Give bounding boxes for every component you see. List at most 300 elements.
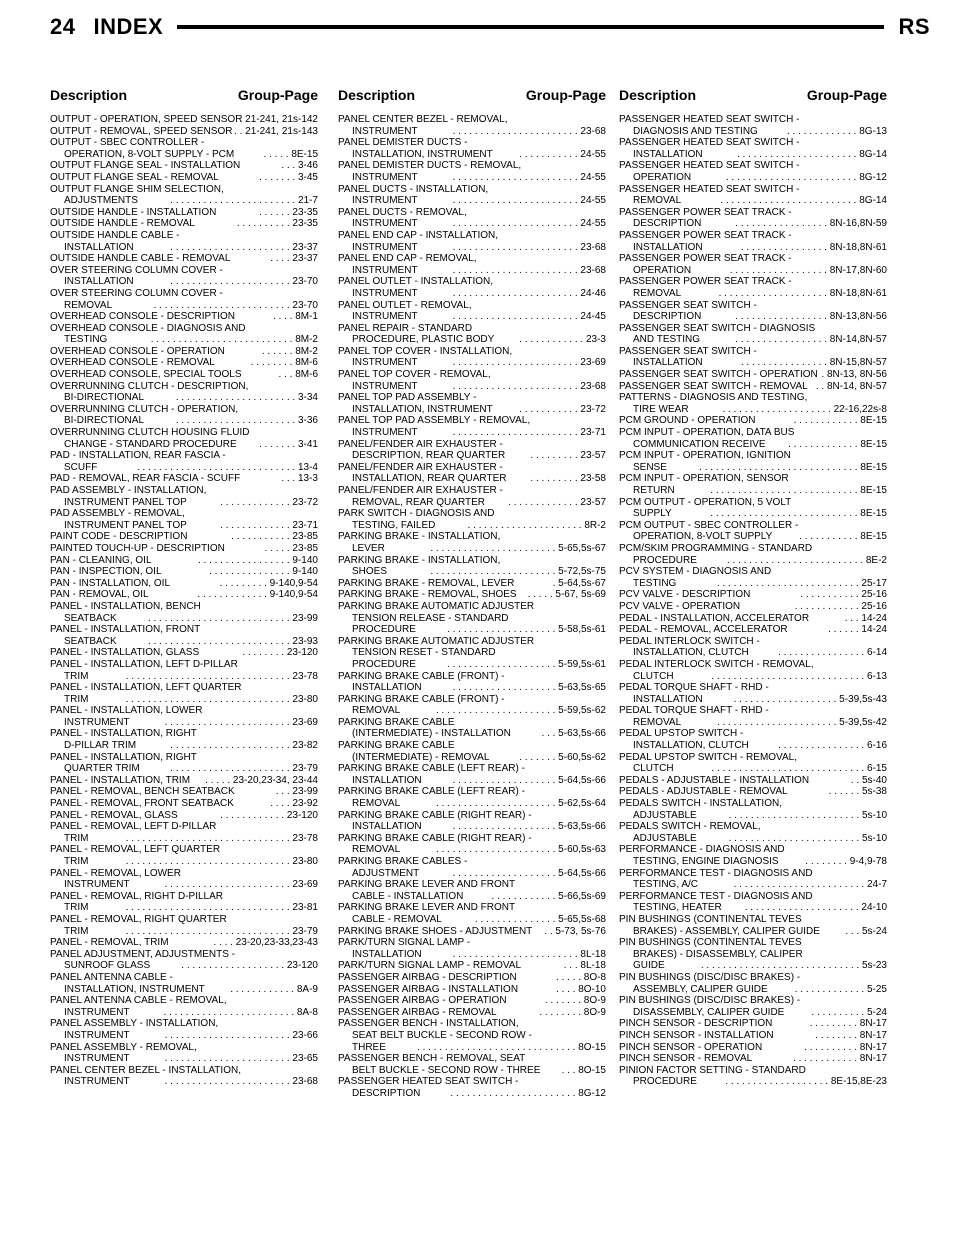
entry-line-1: OUTSIDE HANDLE - REMOVAL [50, 218, 195, 230]
column-header [50, 82, 318, 108]
index-entry [619, 705, 887, 728]
entry-line-2: SHOES [352, 566, 388, 578]
entry-line-1: PAINT CODE - DESCRIPTION [50, 531, 188, 543]
index-entry [619, 589, 887, 601]
index-entry [50, 937, 318, 949]
entry-line-1: PINION FACTOR SETTING - STANDARD [619, 1064, 806, 1076]
entry-line-2: TRIM [64, 856, 89, 867]
entry-line-2: PROCEDURE [352, 624, 416, 636]
entry-group-page: . . . . . . . . . . . . . . . . . . . . . . . 23-66 [164, 1029, 318, 1041]
entry-line-2: INSTRUMENT [352, 427, 418, 439]
entry-line-1: PAN - INSPECTION, OIL [50, 566, 162, 578]
index-entry [338, 1018, 606, 1041]
entry-line-2: INSTRUMENT [352, 311, 418, 323]
entry-line-1: PIN BUSHINGS (CONTINENTAL TEVES [619, 937, 802, 949]
entry-line-1: PANEL END CAP - INSTALLATION, [338, 229, 499, 241]
entry-line-1: PINCH SENSOR - INSTALLATION [619, 1029, 774, 1041]
index-entry [50, 578, 318, 590]
entry-line-1: PANEL - INSTALLATION, FRONT [50, 624, 201, 636]
entry-line-2: INSTRUMENT [64, 879, 130, 891]
entry-line-1: PANEL - REMOVAL, LEFT QUARTER [50, 844, 221, 856]
entry-group-page: . . . . . . . . . . . . . . . . . . . . . . . 8L-18 [452, 948, 606, 960]
index-entry [50, 253, 318, 265]
index-entry [50, 288, 318, 311]
index-entry [619, 450, 887, 473]
entry-line-2: REMOVAL [352, 844, 401, 856]
entry-line-2: DESCRIPTION [352, 1087, 421, 1099]
entry-line-1: OUTSIDE HANDLE CABLE - REMOVAL [50, 253, 231, 265]
entry-group-page: . . . . . . . . . . . . 5-66,5s-69 [491, 890, 606, 902]
entry-line-1: PEDAL UPSTOP SWITCH - [619, 728, 744, 740]
entry-group-page: . . . . . . . . . . . . . . . . . . . . . . . . . 8G-14 [720, 195, 887, 207]
entry-line-1: PCM OUTPUT - SBEC CONTROLLER - [619, 519, 799, 531]
index-entry [338, 810, 606, 833]
index-entry [338, 659, 606, 671]
entry-group-page: . . . . 23-37 [270, 253, 318, 265]
entry-line-1: PANEL - REMOVAL, RIGHT QUARTER [50, 913, 227, 925]
entry-line-1: PANEL - INSTALLATION, TRIM [50, 774, 191, 786]
entry-group-page: . . . . . . . . . . . . . . . . . . . . . . . . . . . . . 13-4 [136, 461, 318, 473]
index-entry [338, 184, 606, 207]
entry-line-2: OPERATION [633, 171, 692, 183]
index-entry [50, 601, 318, 624]
entry-group-page: . . . . . . . . . . . . . . . . . . . . . . . . 5s-10 [728, 809, 887, 821]
index-entry [619, 300, 887, 323]
index-entry [338, 462, 606, 485]
entry-group-page: . . . . . . . . . . . 8E-15 [799, 531, 887, 543]
entry-group-page: . . . 5s-24 [845, 925, 887, 937]
entry-group-page: . . . . . 23-20,23-34, 23-44 [205, 774, 318, 786]
entry-line-1: OVERHEAD CONSOLE - DESCRIPTION [50, 311, 236, 323]
entry-line-1: OUTPUT - OPERATION, SPEED SENSOR [50, 114, 243, 125]
index-entry [338, 636, 606, 659]
index-entry [50, 311, 318, 323]
index-entry [338, 392, 606, 415]
entry-line-2: CABLE - REMOVAL [352, 913, 442, 925]
index-entry [619, 752, 887, 775]
entry-group-page: . . . . . . . . . . . . . . . . . . . . . . . 23-69 [164, 879, 318, 891]
entry-line-1: PASSENGER AIRBAG - INSTALLATION [338, 983, 519, 995]
entry-group-page: . . . 13-3 [281, 473, 318, 485]
entry-group-page: . . . . 8O-10 [555, 983, 606, 995]
entry-line-1: PANEL/FENDER AIR EXHAUSTER - [338, 461, 503, 473]
entry-line-1: PASSENGER HEATED SEAT SWITCH - [619, 137, 800, 149]
entry-line-1: OUTPUT - SBEC CONTROLLER - [50, 137, 205, 149]
index-entry [619, 1042, 887, 1054]
index-entry [50, 265, 318, 288]
index-entry [50, 728, 318, 751]
entry-line-1: PARK/TURN SIGNAL LAMP - REMOVAL [338, 960, 522, 972]
entry-line-1: PIN BUSHINGS (CONTINENTAL TEVES [619, 913, 802, 925]
entry-line-1: PCM INPUT - OPERATION, SENSOR [619, 473, 789, 485]
entry-group-page: . . . . . . . . 8M-6 [250, 357, 318, 369]
index-entry [619, 624, 887, 636]
description-header: Description [619, 87, 697, 103]
index-entry [50, 891, 318, 914]
entry-group-page: . . . . . . . . . . . . . . . . . 9-140 [197, 554, 318, 566]
entry-line-2: QUARTER TRIM [64, 763, 140, 775]
entry-group-page: . . . . . . . . . . . . . . . . . . . 5-64,5s-66 [452, 867, 606, 879]
entry-group-page: . . . . . . . . . . . . . . . . . . . . 8N-18,8N-61 [718, 287, 887, 299]
index-entry [619, 415, 887, 427]
entry-line-2: INSTALLATION [633, 357, 703, 369]
entry-group-page: . . . . . . . . . . . . . . . . . . . . . . . 23-65 [164, 1053, 318, 1065]
entry-line-2: TRIM [64, 832, 89, 844]
entry-line-2: INSTALLATION [64, 276, 134, 288]
entry-line-1: PASSENGER SEAT SWITCH - OPERATION [619, 369, 818, 381]
entry-group-page: . . . . . . . . . . . . . . . . . . . 5-63,5s-66 [452, 821, 606, 833]
entry-line-2: SUNROOF GLASS [64, 960, 151, 972]
index-entry [50, 566, 318, 578]
entry-line-1: OVERRUNNING CLUTCH HOUSING FLUID [50, 427, 250, 439]
entry-line-2: BI-DIRECTIONAL [64, 392, 145, 404]
entry-line-1: PANEL DEMISTER DUCTS - [338, 137, 468, 149]
column-header [619, 82, 887, 108]
entry-group-page: . . . . . . . . . . . . . . . . . . . . . . . 8G-12 [450, 1087, 606, 1099]
entry-line-2: INSTRUMENT [352, 380, 418, 392]
entry-line-1: PINCH SENSOR - OPERATION [619, 1041, 763, 1053]
entry-group-page: . . . . . . . . . . . . 8A-9 [230, 983, 318, 995]
index-entry [50, 346, 318, 358]
entry-group-page: . 5-64,5s-67 [552, 577, 606, 589]
entry-line-1: PARKING BRAKE CABLE (LEFT REAR) - [338, 786, 525, 798]
index-entry [338, 926, 606, 938]
entry-line-1: PANEL - INSTALLATION, LOWER [50, 705, 203, 717]
entry-line-1: PCM INPUT - OPERATION, IGNITION [619, 450, 791, 462]
entry-line-2: INSTRUMENT PANEL TOP [64, 519, 187, 531]
index-entry [619, 323, 887, 346]
entry-line-1: PIN BUSHINGS (DISC/DISC BRAKES) - [619, 971, 801, 983]
index-entry [338, 578, 606, 590]
header-rule [177, 25, 884, 29]
index-entry [50, 404, 318, 427]
entry-group-page: . . . . . . . . . . 5-24 [811, 1006, 887, 1018]
entry-line-2: CHANGE - STANDARD PROCEDURE [64, 438, 237, 450]
entry-line-2: TESTING, HEATER [633, 902, 722, 914]
index-entry [338, 160, 606, 183]
index-entry [50, 427, 318, 450]
entry-group-page: . . . . . . . . . . . . . . . . . . . . . . . . . . . 8E-15 [710, 508, 887, 520]
entry-line-1: PANEL - REMOVAL, LEFT D-PILLAR [50, 821, 217, 833]
entry-line-2: PROCEDURE, PLASTIC BODY [352, 334, 495, 346]
index-entry [50, 160, 318, 172]
entry-group-page: . . . . . . . . . . . . . 23-71 [220, 519, 318, 531]
index-entry [50, 868, 318, 891]
index-entry [50, 1042, 318, 1065]
entry-group-page: . . 5s-40 [850, 774, 887, 786]
index-entry [619, 427, 887, 450]
entry-line-1: PINCH SENSOR - DESCRIPTION [619, 1018, 773, 1030]
entry-group-page: . . . . . . . . . . . . . . . . 8N-18,8N-61 [740, 241, 887, 253]
entry-line-2: INSTRUMENT [352, 357, 418, 369]
index-entry [619, 1030, 887, 1042]
entry-line-1: OUTPUT FLANGE SEAL - INSTALLATION [50, 160, 241, 172]
entry-line-2: ADJUSTMENTS [64, 195, 138, 207]
index-entry [619, 728, 887, 751]
entry-group-page: . . . . 23-20,23-33,23-43 [213, 937, 318, 949]
entry-group-page: . . . . . . . . 23-120 [242, 647, 318, 659]
entry-line-1: PEDAL - REMOVAL, ACCELERATOR [619, 624, 788, 636]
index-entry [338, 960, 606, 972]
entry-line-2: SENSE [633, 461, 667, 473]
entry-group-page: . . . . . . . . . . . . . . . . . . . . . . . . . . . . . 8O-15 [417, 1041, 606, 1053]
entry-group-page: . . . . . . . 3-41 [259, 438, 318, 450]
index-entry [619, 972, 887, 995]
entry-description [338, 1018, 606, 1041]
index-entry [338, 717, 606, 740]
entry-line-1: PCM OUTPUT - OPERATION, 5 VOLT [619, 496, 792, 508]
index-entry [619, 891, 887, 914]
entry-group-page: . . . . . . . . . . . . . . . . 8N-15,8N-57 [740, 357, 887, 369]
entry-line-1: PANEL - REMOVAL, LOWER [50, 867, 181, 879]
entry-line-2: TESTING [64, 334, 108, 346]
entry-line-1: PARKING BRAKE - INSTALLATION, [338, 531, 501, 543]
index-entry [50, 786, 318, 798]
index-column-1 [50, 82, 318, 1088]
entry-group-page: . . . . . . 23-35 [259, 206, 318, 218]
entry-group-page: . . . . . . . . . . . . . . . . . . . . . . . . . . . . . . 23-78 [125, 832, 318, 844]
entry-line-2: CABLE - INSTALLATION [352, 890, 464, 902]
entry-group-page: . . . . . 5-67, 5s-69 [527, 589, 606, 601]
entry-line-1: PASSENGER POWER SEAT TRACK - [619, 276, 792, 288]
entry-description [338, 601, 606, 624]
entry-group-page: . . . . . . . . . . 23-35 [236, 218, 318, 230]
entry-group-page: . . . 3-46 [281, 160, 318, 172]
entry-line-2: TRIM [64, 902, 89, 914]
entry-line-1: PASSENGER HEATED SEAT SWITCH - [338, 1076, 519, 1088]
entry-line-1: OUTSIDE HANDLE CABLE - [50, 229, 180, 241]
entry-group-page: . . . . . . . . 8N-17 [815, 1029, 887, 1041]
entry-line-1: PANEL DUCTS - INSTALLATION, [338, 183, 489, 195]
entry-group-page: . . . . . . . . . . . . . . . 9-140 [209, 566, 318, 578]
entry-group-page: . . . . . 23-85 [264, 542, 318, 554]
entry-group-page: . . . . . . . . . . . . . . . . . . . . . . . . 24-7 [733, 879, 887, 891]
entry-line-1: PANEL CENTER BEZEL - REMOVAL, [338, 114, 508, 125]
entry-line-2: REMOVAL [352, 798, 401, 810]
entry-group-page: . . . . . . . . . . . . . . . . . . . . . . . 23-69 [164, 716, 318, 728]
entry-description [619, 937, 887, 960]
page-title: INDEX [93, 14, 164, 39]
index-entry [619, 392, 887, 415]
entry-line-2: INSTRUMENT [64, 1029, 130, 1041]
index-entry [50, 485, 318, 508]
entry-line-2: GUIDE [633, 960, 665, 972]
entry-line-1: PEDAL - INSTALLATION, ACCELERATOR [619, 612, 810, 624]
entry-line-2: THREE [352, 1041, 386, 1053]
index-entry [338, 114, 606, 137]
entry-group-page: . . . . . . . . . . . . . . . . . . . . . . . . . . . . . 5s-23 [700, 960, 887, 972]
entry-line-1: PEDAL UPSTOP SWITCH - REMOVAL, [619, 751, 797, 763]
entry-line-1: PANEL/FENDER AIR EXHAUSTER - [338, 438, 503, 450]
index-entry [50, 218, 318, 230]
entry-group-page: . . . . . . . . . . . . 8E-15 [793, 415, 887, 427]
entry-line-1: PAINTED TOUCH-UP - DESCRIPTION [50, 542, 225, 554]
index-entry [50, 543, 318, 555]
entry-line-2: REMOVAL [633, 287, 682, 299]
index-entry [338, 346, 606, 369]
entries-list [50, 114, 318, 1088]
entry-line-2: DESCRIPTION, REAR QUARTER [352, 450, 506, 462]
entry-line-2: INSTALLATION [633, 148, 703, 160]
entry-description [338, 636, 606, 659]
index-entry [619, 276, 887, 299]
entry-line-1: PANEL DUCTS - REMOVAL, [338, 206, 467, 218]
entry-group-page: . . . . . . . . . . . . . . . . . . . . . . . . . . 25-17 [716, 577, 887, 589]
entry-line-2: LEVER [352, 542, 385, 554]
entry-line-1: PARKING BRAKE CABLE [338, 740, 455, 752]
entry-group-page: . . . . . . . . . . . . . . . . . 8N-14,8N-57 [735, 334, 887, 346]
index-entry [50, 972, 318, 995]
index-entry [619, 207, 887, 230]
group-page-header: Group-Page [525, 87, 606, 103]
entry-line-2: PROCEDURE [633, 1076, 697, 1088]
entry-line-1: PASSENGER HEATED SEAT SWITCH - [619, 160, 800, 172]
index-entry [619, 114, 887, 137]
index-entry [619, 995, 887, 1018]
entry-line-2: OPERATION [633, 264, 692, 276]
entry-group-page: . . . . . . . . . . . . . 8E-15 [788, 438, 887, 450]
entry-line-1: PARKING BRAKE AUTOMATIC ADJUSTER [338, 600, 535, 612]
entry-line-1: PAD ASSEMBLY - INSTALLATION, [50, 485, 207, 496]
entry-line-2: INSTALLATION [633, 693, 703, 705]
entry-group-page: . . . . . . 14-24 [828, 624, 887, 636]
entry-line-1: PANEL - INSTALLATION, GLASS [50, 647, 200, 659]
entry-group-page: . . . . . . . . . . . . . . . . . . . . . . . 24-55 [452, 171, 606, 183]
entry-line-2: ASSEMBLY, CALIPER GUIDE [633, 983, 768, 995]
index-entry [50, 126, 318, 138]
entry-line-1: PANEL - INSTALLATION, BENCH [50, 600, 201, 612]
entry-line-1: PASSENGER BENCH - REMOVAL, SEAT [338, 1053, 526, 1065]
index-entry [338, 902, 606, 925]
entry-group-page: . . . . . . . . . . . . . . . . . . . . . . . . . . . . 6-15 [711, 763, 887, 775]
index-column-2 [338, 82, 606, 1099]
entry-line-1: OUTPUT FLANGE SHIM SELECTION, [50, 183, 224, 195]
entry-line-1: PASSENGER BENCH - INSTALLATION, [338, 1018, 519, 1030]
entry-group-page: . . . . . . . . . . . . . . . . . 8N-16,8N-59 [735, 218, 887, 230]
entry-line-1: PEDAL TORQUE SHAFT - RHD - [619, 705, 769, 717]
entry-line-1: PANEL/FENDER AIR EXHAUSTER - [338, 485, 503, 496]
index-entry [338, 589, 606, 601]
entries-list [619, 114, 887, 1088]
entry-line-2: INSTALLATION [64, 241, 134, 253]
entry-line-1: PANEL TOP COVER - REMOVAL, [338, 369, 491, 381]
entry-group-page: . . . . . 8E-15 [263, 148, 318, 160]
index-entry [50, 995, 318, 1018]
entry-group-page: . . . . . . . . . . . . . . . . . . . . . . 23-37 [170, 241, 318, 253]
index-entry [619, 381, 887, 393]
index-entry [338, 137, 606, 160]
entry-line-2: INSTRUMENT [352, 287, 418, 299]
entry-line-2: INSTRUMENT PANEL TOP [64, 496, 187, 508]
entry-line-1: PANEL - INSTALLATION, RIGHT [50, 728, 197, 740]
entry-group-page: . . . . . . . . . . . . . . . . 6-14 [778, 647, 887, 659]
index-entry [338, 856, 606, 879]
entry-line-2: TRIM [64, 925, 89, 937]
entry-line-1: PAD - REMOVAL, REAR FASCIA - SCUFF [50, 473, 241, 485]
index-entry [338, 300, 606, 323]
entry-group-page: . . . 14-24 [844, 612, 887, 624]
entry-group-page: . 21-241, 21s-142 [239, 114, 318, 125]
entry-group-page: . . . . . . 5s-38 [828, 786, 887, 798]
entry-group-page: . . . 23-99 [275, 786, 318, 798]
entry-group-page: . . . . . . . . . . . . . . . . . . . . . . . . . 23-70 [153, 299, 318, 311]
entry-group-page: . . . . . . . . . . . . . . . . . 8N-13,8N-56 [735, 311, 887, 323]
index-entry [619, 369, 887, 381]
entry-line-1: OVERHEAD CONSOLE - OPERATION [50, 345, 225, 357]
entry-line-1: PASSENGER AIRBAG - REMOVAL [338, 1006, 497, 1018]
entry-line-2: TIRE WEAR [633, 403, 689, 415]
entry-line-1: PERFORMANCE - DIAGNOSIS AND [619, 844, 785, 856]
entry-line-1: PARKING BRAKE CABLE (LEFT REAR) - [338, 763, 525, 775]
entry-line-2: SEAT BELT BUCKLE - SECOND ROW - [352, 1029, 532, 1041]
section-code: RS [898, 14, 930, 39]
entry-line-2: RETURN [633, 485, 675, 496]
index-entry [619, 868, 887, 891]
entry-line-1: PAN - INSTALLATION, OIL [50, 577, 171, 589]
entry-line-2: TENSION RELEASE - STANDARD [352, 612, 509, 624]
index-entry [50, 508, 318, 531]
entry-line-1: PEDALS - ADJUSTABLE - REMOVAL [619, 786, 788, 798]
entry-line-2: ADJUSTMENT [352, 867, 420, 879]
column-header [338, 82, 606, 108]
entry-group-page: . 8N-13, 8N-56 [821, 369, 887, 381]
entry-group-page: . . . . . . . . . . . 23-72 [519, 403, 606, 415]
entry-line-2: INSTALLATION [352, 682, 422, 694]
entry-group-page: . . . . . . . . . 9-140,9-54 [219, 577, 318, 589]
index-entry [338, 1053, 606, 1076]
index-entry [338, 671, 606, 694]
entry-group-page: . . . . . . . . . . . . . . . . 6-16 [778, 740, 887, 752]
entry-group-page: . . . . . . . . . . . . . . . . . . . . . . 23-70 [170, 276, 318, 288]
entry-line-2: PROCEDURE [352, 658, 416, 670]
index-entry [338, 624, 606, 636]
index-entry [50, 137, 318, 160]
entry-line-1: PANEL ASSEMBLY - REMOVAL, [50, 1041, 197, 1053]
index-entry [50, 775, 318, 787]
entry-group-page: . . . . . . . . . . . . . . . . . . . . . . . 24-45 [452, 311, 606, 323]
entry-group-page: . . . . . . . . . . . . . . . . . . . . . . . 21-7 [170, 195, 318, 207]
index-entry [619, 543, 887, 566]
index-entry [619, 659, 887, 682]
entry-line-1: PANEL ADJUSTMENT, ADJUSTMENTS - [50, 948, 236, 960]
entry-group-page: . . . . . . . . . 23-57 [530, 450, 606, 462]
entry-group-page: . . . . 8M-1 [272, 311, 318, 323]
entry-group-page: . . . 8L-18 [563, 960, 606, 972]
entry-line-1: PINCH SENSOR - REMOVAL [619, 1053, 753, 1065]
entry-line-2: INSTALLATION [352, 774, 422, 786]
index-entry [50, 369, 318, 381]
entry-group-page: . . . . . . . . . . . . . . . . . . . . . . 5-62,5s-64 [435, 798, 606, 810]
entry-line-1: PARKING BRAKE CABLE (RIGHT REAR) - [338, 832, 532, 844]
entry-line-1: PASSENGER SEAT SWITCH - REMOVAL [619, 380, 808, 392]
group-page-header: Group-Page [237, 87, 318, 103]
entry-line-1: PARKING BRAKE CABLE [338, 716, 455, 728]
index-entry [619, 137, 887, 160]
entry-line-1: PANEL ANTENNA CABLE - REMOVAL, [50, 995, 227, 1007]
entry-line-2: BRAKES) - ASSEMBLY, CALIPER GUIDE [633, 925, 820, 937]
index-entry [50, 914, 318, 937]
index-entry [619, 775, 887, 787]
entry-line-1: OVERHEAD CONSOLE - REMOVAL [50, 357, 215, 369]
index-entry [619, 1053, 887, 1065]
index-entry [619, 960, 887, 972]
entry-group-page: . . . . . 8O-8 [555, 971, 606, 983]
entry-group-page: . . . . . . . . . . . . . . . . . . . . . . . 24-55 [452, 195, 606, 207]
index-entry [619, 566, 887, 589]
entry-group-page: . . . . . . . 5-60,5s-62 [519, 751, 606, 763]
entry-group-page: . . . . . . . . . . . . . . . . . . . . . . 5-59,5s-62 [435, 705, 606, 717]
entry-line-1: PANEL ASSEMBLY - INSTALLATION, [50, 1018, 219, 1030]
